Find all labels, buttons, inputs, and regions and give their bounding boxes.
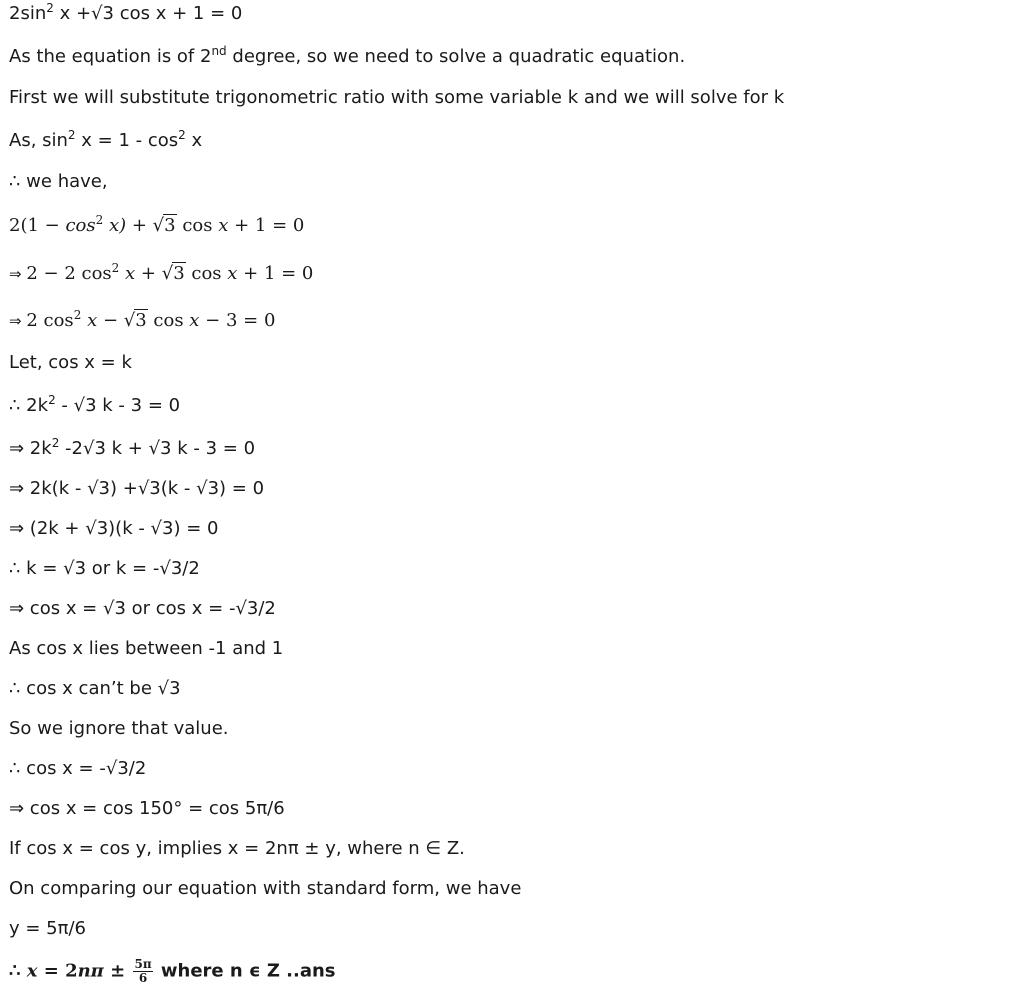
text-line: ∴ we have,	[9, 171, 108, 192]
text: x	[189, 310, 200, 331]
sqrt: √3	[123, 310, 147, 331]
text: cos	[147, 310, 190, 331]
text: where n ϵ Z ..ans	[154, 960, 336, 982]
text: x	[227, 263, 238, 284]
radicand: 3	[173, 263, 185, 284]
text: 2 cos	[26, 310, 74, 331]
text: cos	[176, 215, 219, 236]
text: 2(1 −	[9, 215, 66, 236]
equation-line: ∴ cos x = -√3/2	[9, 758, 147, 779]
sqrt: √3	[152, 215, 176, 236]
sqrt: √3	[161, 263, 185, 284]
superscript: 2	[46, 1, 54, 15]
superscript: 2	[48, 393, 56, 407]
math-equation	[9, 263, 313, 285]
text: − 3 = 0	[199, 310, 276, 331]
text: As, sin	[9, 130, 68, 151]
final-answer	[9, 958, 336, 985]
equation-line	[9, 130, 202, 152]
text-line	[9, 46, 685, 68]
superscript: nd	[211, 44, 227, 58]
superscript: 2	[67, 128, 76, 142]
text: - √3 k - 3 = 0	[55, 395, 181, 416]
equation-line	[9, 395, 180, 417]
text: = 2	[37, 960, 78, 982]
text: x) +	[103, 215, 153, 236]
text: -2√3 k + √3 k - 3 = 0	[59, 438, 256, 459]
text: + 1 = 0	[228, 215, 305, 236]
text-line: If cos x = cos y, implies x = 2nπ ± y, where n ∈ Z.	[9, 838, 465, 859]
equation-line: ⇒ (2k + √3)(k - √3) = 0	[9, 518, 219, 539]
equation-line	[9, 3, 242, 25]
superscript: 2	[111, 261, 120, 275]
text-line: ∴ cos x can’t be √3	[9, 678, 181, 699]
denominator: 6	[138, 971, 148, 985]
superscript: 2	[51, 436, 60, 450]
numerator: 5π	[134, 957, 152, 971]
text: +	[135, 263, 162, 284]
text: x +√3 cos x + 1 = 0	[53, 3, 243, 24]
text: x	[125, 263, 136, 284]
text: x	[218, 215, 229, 236]
text: 2 − 2 cos	[26, 263, 112, 284]
text: x	[185, 130, 203, 151]
math-equation	[9, 310, 275, 332]
implies-arrow: ⇒	[9, 312, 27, 330]
text-line: So we ignore that value.	[9, 718, 229, 739]
text: x	[26, 960, 38, 982]
text: As the equation is of 2	[9, 46, 212, 67]
text: x	[87, 310, 98, 331]
equation-line: y = 5π/6	[9, 918, 86, 939]
equation-line: ⇒ 2k(k - √3) +√3(k - √3) = 0	[9, 478, 265, 499]
text: 2sin	[9, 3, 47, 24]
text: cos	[65, 215, 96, 236]
text: ±	[103, 960, 132, 982]
radicand: 3	[135, 310, 147, 331]
text: x = 1 - cos	[75, 130, 179, 151]
equation-line	[9, 438, 255, 460]
superscript: 2	[73, 308, 82, 322]
equation-line: ∴ k = √3 or k = -√3/2	[9, 558, 200, 579]
superscript: 2	[95, 213, 104, 227]
text-line: Let, cos x = k	[9, 352, 132, 373]
text-line: On comparing our equation with standard form, we have	[9, 878, 522, 899]
math-equation	[9, 215, 304, 237]
text: + 1 = 0	[237, 263, 314, 284]
equation-line: ⇒ cos x = cos 150° = cos 5π/6	[9, 798, 285, 819]
text: ∴ 2k	[9, 395, 49, 416]
text: −	[97, 310, 124, 331]
radicand: 3	[164, 215, 176, 236]
implies-arrow: ⇒	[9, 265, 27, 283]
text: ⇒ 2k	[9, 438, 52, 459]
superscript: 2	[178, 128, 186, 142]
text-line: As cos x lies between -1 and 1	[9, 638, 284, 659]
equation-line: ⇒ cos x = √3 or cos x = -√3/2	[9, 598, 276, 619]
text: degree, so we need to solve a quadratic equation.	[226, 46, 686, 67]
text: cos	[185, 263, 228, 284]
text: nπ	[77, 960, 104, 982]
text-line: First we will substitute trigonometric ratio with some variable k and we will solve for k	[9, 87, 785, 108]
fraction	[133, 958, 152, 985]
therefore-symbol: ∴	[9, 960, 27, 982]
